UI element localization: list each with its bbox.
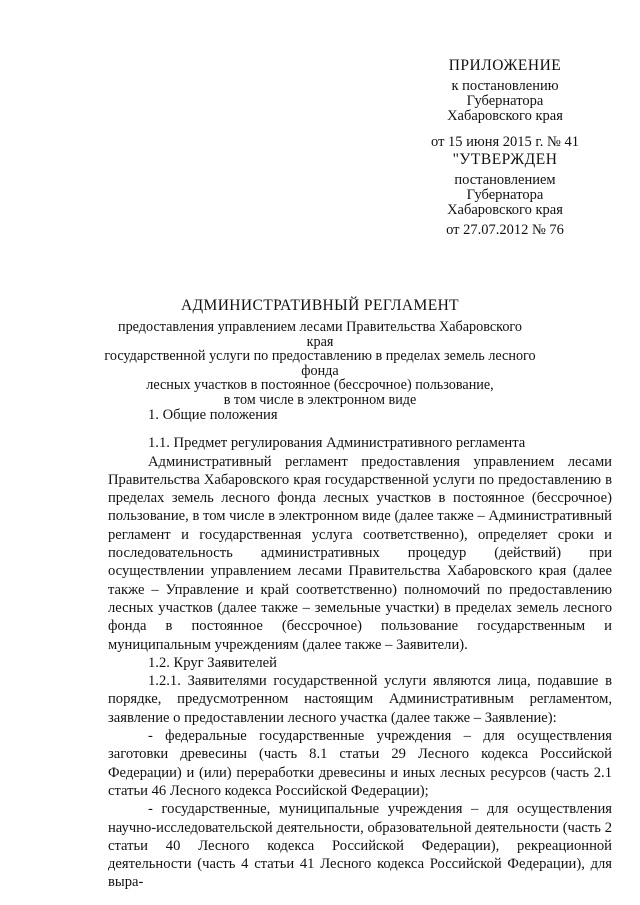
- document-title: АДМИНИСТРАТИВНЫЙ РЕГЛАМЕНТ: [180, 297, 460, 314]
- section-heading-general: 1. Общие положения: [148, 407, 278, 423]
- paragraph-applicants: 1.2.1. Заявителями государственной услуги являются лица, подавшие в порядке, предусмотренном настоящим Административным регламентом, заявление о предоставлении лесного участка (далее также – Заявление):: [108, 673, 612, 726]
- appendix-line: к постановлению: [451, 78, 559, 94]
- paragraph-regulation-purpose: Административный регламент предоставления управлением лесами Правительства Хабаровского края государственной услуги по предоставлению в пределах земель лесного фонда лесных участков в постоянное (бессрочное) пользование, в том числе в электронном виде (далее также – Административный регламент и государственная услуга соответственно), определяет сроки и последовательность административных процедур (действий) при осуществлении управлением лесами Правительства Хабаровского края (далее также – Управление и край соответственно) полномочий по предоставлению лесных участков (далее также – земельные участки) в пределах земель лесного фонда в постоянное (бессрочное) пользование государственным и муниципальным учреждениям (далее также – Заявители).: [108, 453, 612, 653]
- subtitle-line: в том числе в электронном виде: [223, 391, 417, 408]
- appendix-date: от 15 июня 2015 г. № 41: [431, 134, 579, 150]
- subtitle-line: лесных участков в постоянное (бессрочное) пользование,: [146, 377, 494, 393]
- appendix-block: [410, 58, 600, 150]
- subtitle-line: предоставления управлением лесами Правительства Хабаровского края: [118, 319, 522, 350]
- appendix-heading: ПРИЛОЖЕНИЕ: [448, 57, 562, 74]
- paragraph-state-municipal-institutions: - государственные, муниципальные учреждения – для осуществления научно-исследовательской деятельности, образовательной деятельности (часть 2 статьи 40 Лесного кодекса Российской Федерации), рекреационной деятельности (часть 4 статьи 41 Лесного кодекса Российской Федерации), для выра-: [108, 801, 612, 891]
- document-body: [108, 406, 612, 892]
- approved-line: постановлением: [454, 172, 556, 188]
- approved-block: [410, 152, 600, 238]
- subtitle-line: государственной услуги по предоставлению в пределах земель лесного фонда: [104, 348, 536, 379]
- appendix-line: Губернатора: [466, 93, 544, 109]
- section-heading-subject: 1.1. Предмет регулирования Административного регламента: [148, 435, 526, 452]
- approved-line: Губернатора: [466, 187, 544, 203]
- paragraph-federal-institutions: - федеральные государственные учреждения – для осуществления заготовки древесины (часть 8.1 статьи 29 Лесного кодекса Российской Федерации) и (или) переработки древесины и иных лесных ресурсов (часть 2.1 статьи 46 Лесного кодекса Российской Федерации);: [108, 728, 612, 799]
- approved-line: Хабаровского края: [447, 202, 563, 218]
- document-subtitle: [104, 320, 536, 407]
- approved-date: от 27.07.2012 № 76: [446, 222, 564, 238]
- approved-heading: "УТВЕРЖДЕН: [452, 151, 558, 168]
- section-heading-applicants: 1.2. Круг Заявителей: [148, 654, 277, 671]
- appendix-line: Хабаровского края: [447, 108, 563, 124]
